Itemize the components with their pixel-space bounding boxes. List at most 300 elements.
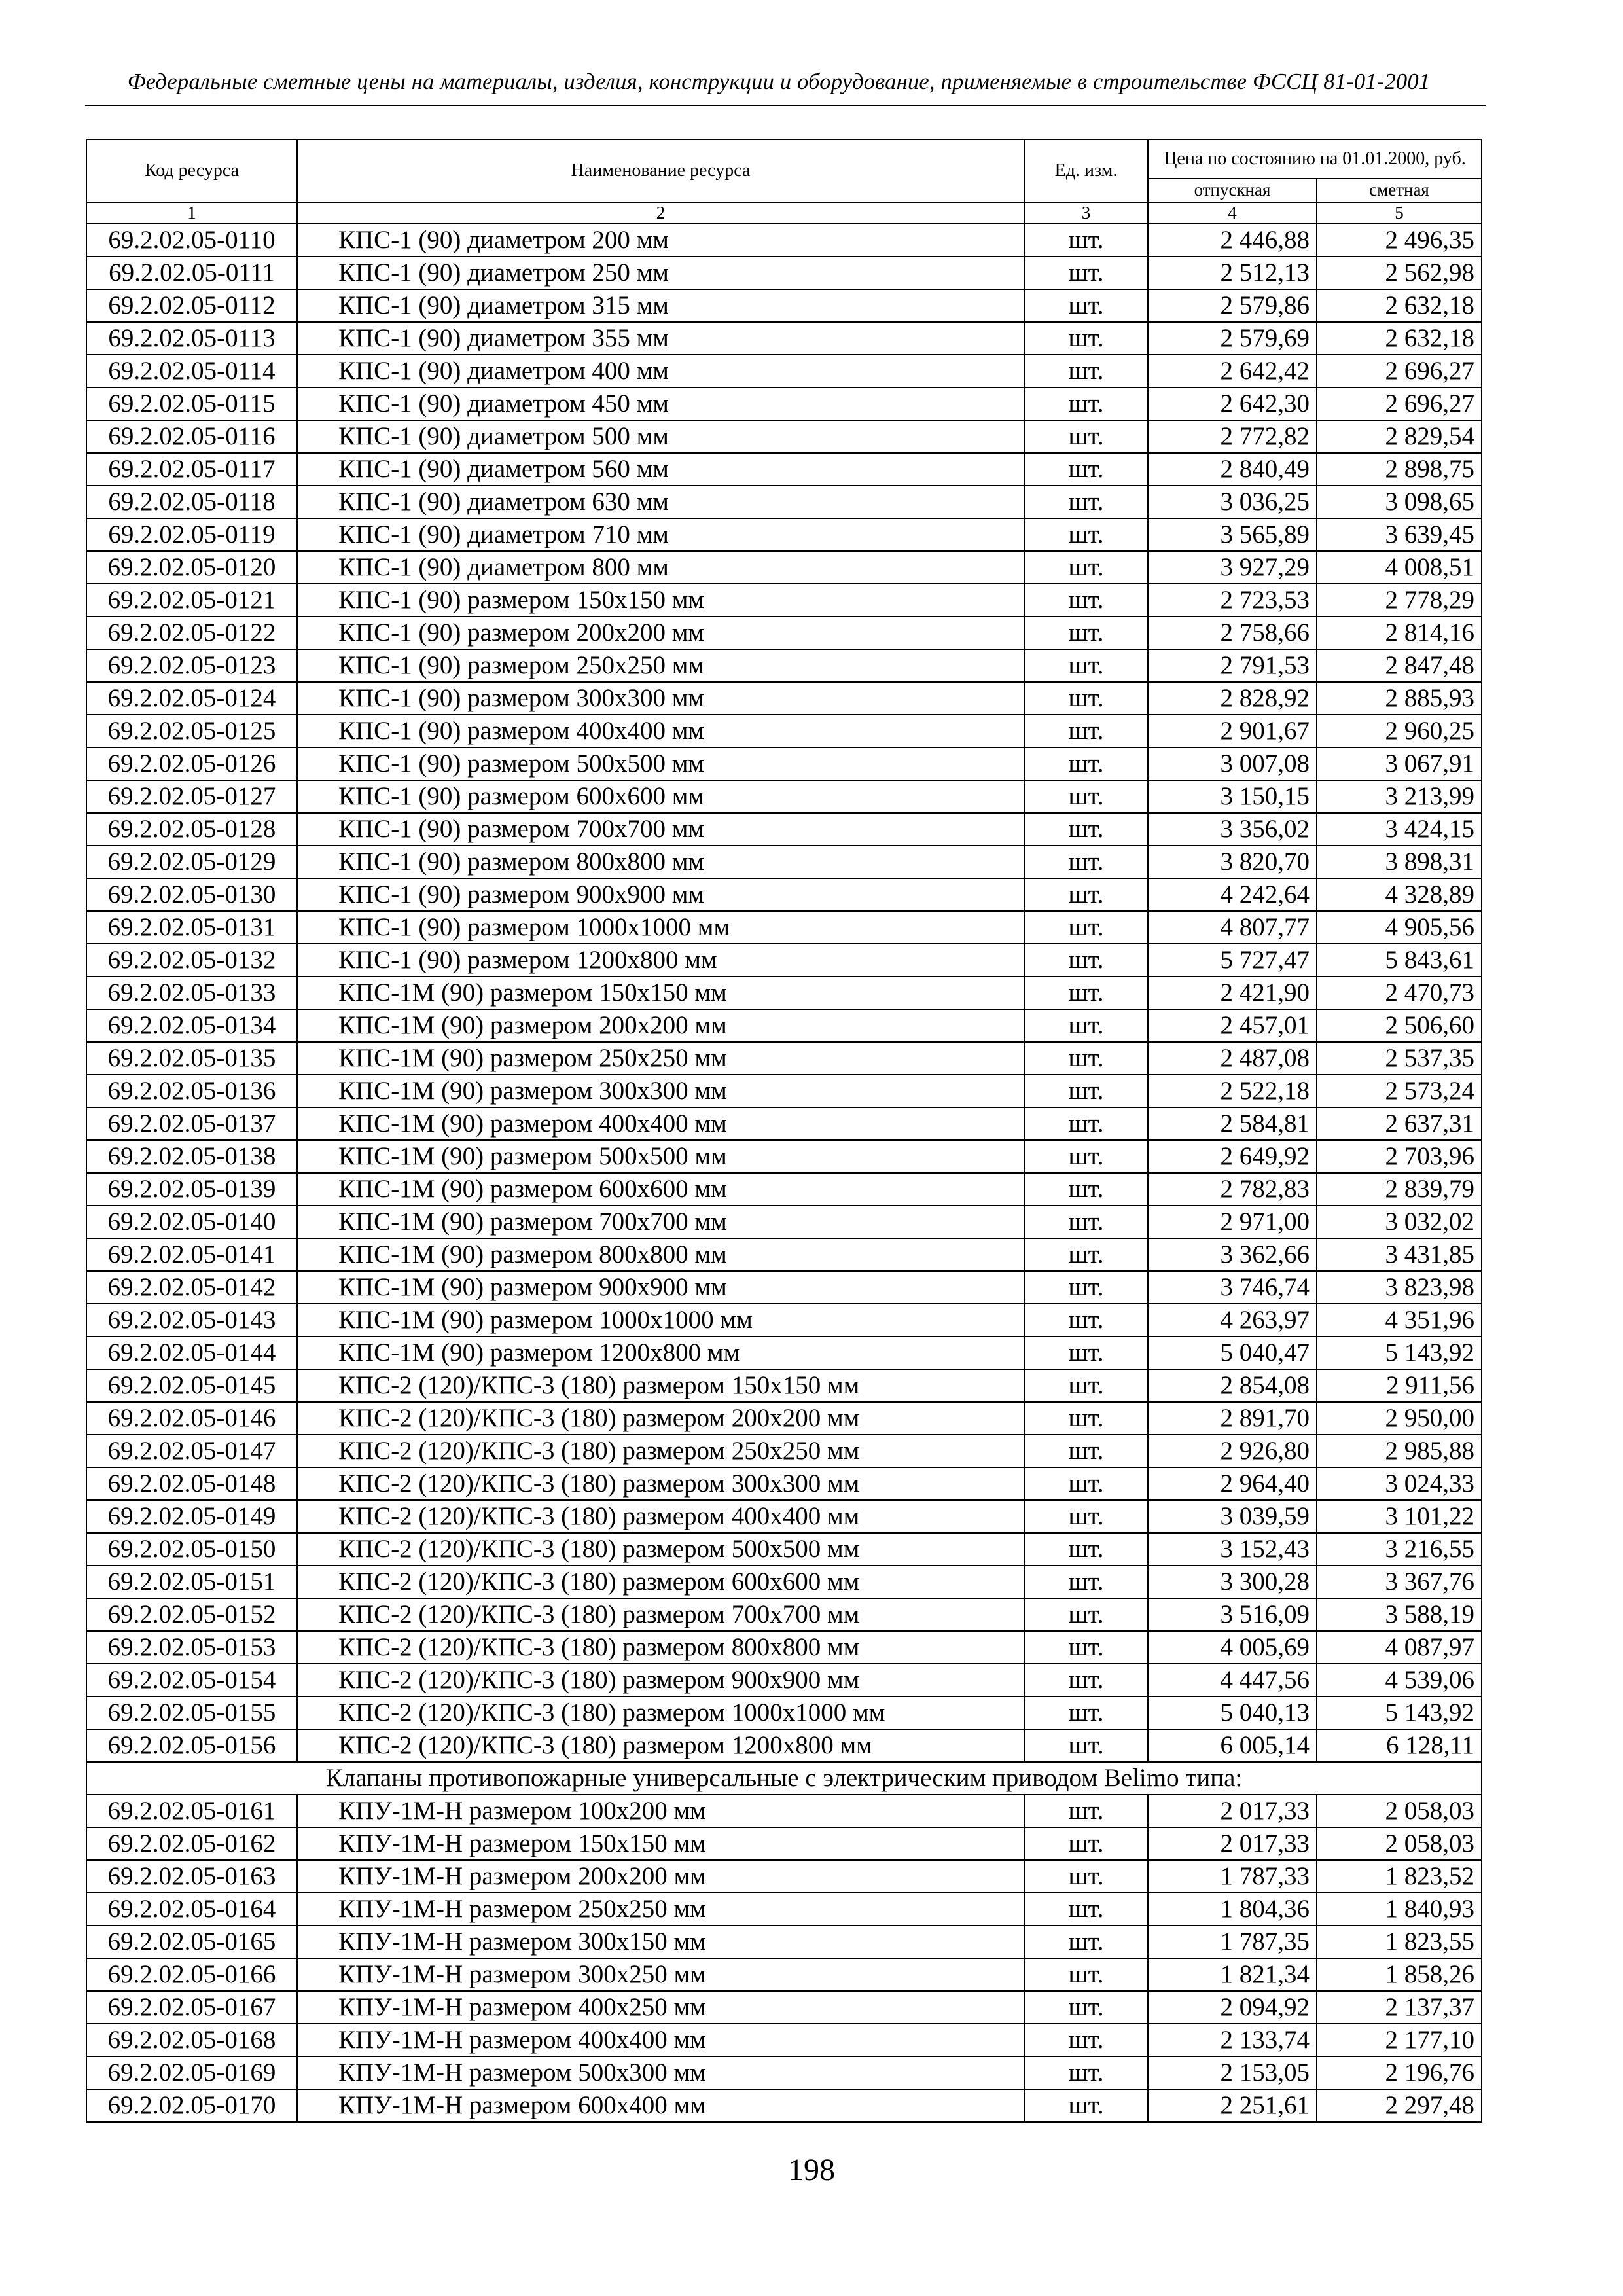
resource-code: 69.2.02.05-0126 — [86, 747, 297, 780]
resource-code: 69.2.02.05-0151 — [86, 1566, 297, 1598]
header-price-release: отпускная — [1148, 179, 1317, 202]
resource-code: 69.2.02.05-0150 — [86, 1533, 297, 1566]
header-rule — [85, 105, 1486, 106]
resource-name: КПС-1М (90) размером 1200x800 мм — [297, 1336, 1024, 1369]
resource-code: 69.2.02.05-0125 — [86, 715, 297, 747]
estimate-price: 2 814,16 — [1317, 617, 1482, 649]
release-price: 2 840,49 — [1148, 453, 1317, 486]
release-price: 4 447,56 — [1148, 1664, 1317, 1696]
estimate-price: 2 177,10 — [1317, 2024, 1482, 2056]
resource-name: КПС-2 (120)/КПС-3 (180) размером 1200x800 мм — [297, 1729, 1024, 1762]
release-price: 2 891,70 — [1148, 1402, 1317, 1435]
resource-name: КПС-1 (90) размером 800x800 мм — [297, 846, 1024, 878]
table-row — [86, 1140, 1482, 1173]
estimate-price: 2 911,56 — [1317, 1369, 1482, 1402]
estimate-price: 4 328,89 — [1317, 878, 1482, 911]
release-price: 5 040,47 — [1148, 1336, 1317, 1369]
table-row — [86, 453, 1482, 486]
resource-code: 69.2.02.05-0136 — [86, 1075, 297, 1107]
resource-name: КПС-1 (90) размером 150x150 мм — [297, 584, 1024, 617]
unit-of-measure: шт. — [1024, 486, 1148, 518]
estimate-price: 4 087,97 — [1317, 1631, 1482, 1664]
resource-code: 69.2.02.05-0169 — [86, 2056, 297, 2089]
resource-code: 69.2.02.05-0115 — [86, 387, 297, 420]
release-price: 3 516,09 — [1148, 1598, 1317, 1631]
table-row — [86, 977, 1482, 1009]
table-row — [86, 1827, 1482, 1860]
resource-code: 69.2.02.05-0168 — [86, 2024, 297, 2056]
unit-of-measure: шт. — [1024, 977, 1148, 1009]
resource-name: КПУ-1М-Н размером 600x400 мм — [297, 2089, 1024, 2122]
resource-code: 69.2.02.05-0146 — [86, 1402, 297, 1435]
resource-name: КПС-1 (90) диаметром 710 мм — [297, 518, 1024, 551]
table-row — [86, 1926, 1482, 1958]
release-price: 4 005,69 — [1148, 1631, 1317, 1664]
unit-of-measure: шт. — [1024, 617, 1148, 649]
resource-name: КПС-1 (90) размером 1200x800 мм — [297, 944, 1024, 977]
estimate-price: 2 696,27 — [1317, 387, 1482, 420]
resource-code: 69.2.02.05-0138 — [86, 1140, 297, 1173]
table-row — [86, 1598, 1482, 1631]
table-row — [86, 1795, 1482, 1827]
release-price: 2 522,18 — [1148, 1075, 1317, 1107]
unit-of-measure: шт. — [1024, 1369, 1148, 1402]
header-unit: Ед. изм. — [1024, 139, 1148, 202]
estimate-price: 3 588,19 — [1317, 1598, 1482, 1631]
resource-name: КПС-1 (90) размером 200x200 мм — [297, 617, 1024, 649]
resource-code: 69.2.02.05-0116 — [86, 420, 297, 453]
table-row — [86, 387, 1482, 420]
release-price: 2 579,69 — [1148, 322, 1317, 355]
unit-of-measure: шт. — [1024, 551, 1148, 584]
resource-name: КПС-1М (90) размером 800x800 мм — [297, 1238, 1024, 1271]
table-row — [86, 1860, 1482, 1893]
unit-of-measure: шт. — [1024, 2089, 1148, 2122]
release-price: 3 356,02 — [1148, 813, 1317, 846]
header-name: Наименование ресурса — [297, 139, 1024, 202]
release-price: 2 017,33 — [1148, 1795, 1317, 1827]
unit-of-measure: шт. — [1024, 780, 1148, 813]
resource-code: 69.2.02.05-0147 — [86, 1435, 297, 1467]
resource-name: КПС-1 (90) размером 400x400 мм — [297, 715, 1024, 747]
estimate-price: 3 067,91 — [1317, 747, 1482, 780]
resource-code: 69.2.02.05-0143 — [86, 1304, 297, 1336]
resource-code: 69.2.02.05-0120 — [86, 551, 297, 584]
release-price: 3 150,15 — [1148, 780, 1317, 813]
resource-name: КПС-2 (120)/КПС-3 (180) размером 250x250 мм — [297, 1435, 1024, 1467]
release-price: 2 828,92 — [1148, 682, 1317, 715]
table-row — [86, 486, 1482, 518]
resource-name: КПС-1 (90) размером 600x600 мм — [297, 780, 1024, 813]
resource-code: 69.2.02.05-0119 — [86, 518, 297, 551]
table-row — [86, 1402, 1482, 1435]
estimate-price: 4 008,51 — [1317, 551, 1482, 584]
release-price: 2 964,40 — [1148, 1467, 1317, 1500]
release-price: 3 565,89 — [1148, 518, 1317, 551]
table-row — [86, 682, 1482, 715]
estimate-price: 1 823,52 — [1317, 1860, 1482, 1893]
resource-name: КПС-1 (90) диаметром 800 мм — [297, 551, 1024, 584]
resource-code: 69.2.02.05-0128 — [86, 813, 297, 846]
resource-name: КПУ-1М-Н размером 300x250 мм — [297, 1958, 1024, 1991]
estimate-price: 2 703,96 — [1317, 1140, 1482, 1173]
resource-code: 69.2.02.05-0114 — [86, 355, 297, 387]
estimate-price: 3 098,65 — [1317, 486, 1482, 518]
estimate-price: 3 639,45 — [1317, 518, 1482, 551]
estimate-price: 1 858,26 — [1317, 1958, 1482, 1991]
resource-code: 69.2.02.05-0161 — [86, 1795, 297, 1827]
release-price: 2 971,00 — [1148, 1206, 1317, 1238]
resource-name: КПС-1М (90) размером 150x150 мм — [297, 977, 1024, 1009]
resource-name: КПС-1 (90) диаметром 200 мм — [297, 224, 1024, 257]
release-price: 2 758,66 — [1148, 617, 1317, 649]
estimate-price: 2 496,35 — [1317, 224, 1482, 257]
table-row — [86, 911, 1482, 944]
release-price: 2 926,80 — [1148, 1435, 1317, 1467]
unit-of-measure: шт. — [1024, 715, 1148, 747]
estimate-price: 4 351,96 — [1317, 1304, 1482, 1336]
resource-code: 69.2.02.05-0162 — [86, 1827, 297, 1860]
release-price: 3 300,28 — [1148, 1566, 1317, 1598]
estimate-price: 2 537,35 — [1317, 1042, 1482, 1075]
unit-of-measure: шт. — [1024, 322, 1148, 355]
release-price: 2 901,67 — [1148, 715, 1317, 747]
resource-code: 69.2.02.05-0131 — [86, 911, 297, 944]
resource-name: КПС-1М (90) размером 400x400 мм — [297, 1107, 1024, 1140]
release-price: 2 017,33 — [1148, 1827, 1317, 1860]
release-price: 2 642,42 — [1148, 355, 1317, 387]
resource-name: КПС-1 (90) размером 900x900 мм — [297, 878, 1024, 911]
estimate-price: 2 196,76 — [1317, 2056, 1482, 2089]
resource-name: КПС-2 (120)/КПС-3 (180) размером 800x800 мм — [297, 1631, 1024, 1664]
table-row — [86, 813, 1482, 846]
unit-of-measure: шт. — [1024, 1336, 1148, 1369]
table-row — [86, 1009, 1482, 1042]
table-row — [86, 322, 1482, 355]
resource-name: КПС-1М (90) размером 250x250 мм — [297, 1042, 1024, 1075]
resource-name: КПУ-1М-Н размером 400x250 мм — [297, 1991, 1024, 2024]
unit-of-measure: шт. — [1024, 1598, 1148, 1631]
header-code: Код ресурса — [86, 139, 297, 202]
release-price: 2 133,74 — [1148, 2024, 1317, 2056]
unit-of-measure: шт. — [1024, 387, 1148, 420]
estimate-price: 2 632,18 — [1317, 322, 1482, 355]
estimate-price: 2 847,48 — [1317, 649, 1482, 682]
estimate-price: 2 637,31 — [1317, 1107, 1482, 1140]
estimate-price: 2 470,73 — [1317, 977, 1482, 1009]
estimate-price: 2 058,03 — [1317, 1827, 1482, 1860]
unit-of-measure: шт. — [1024, 1500, 1148, 1533]
unit-of-measure: шт. — [1024, 1958, 1148, 1991]
table-row — [86, 1173, 1482, 1206]
release-price: 3 007,08 — [1148, 747, 1317, 780]
table-row — [86, 1435, 1482, 1467]
resource-name: КПС-1М (90) размером 900x900 мм — [297, 1271, 1024, 1304]
release-price: 4 807,77 — [1148, 911, 1317, 944]
resource-name: КПС-1 (90) диаметром 560 мм — [297, 453, 1024, 486]
resource-name: КПС-1М (90) размером 200x200 мм — [297, 1009, 1024, 1042]
resource-code: 69.2.02.05-0153 — [86, 1631, 297, 1664]
unit-of-measure: шт. — [1024, 1206, 1148, 1238]
resource-code: 69.2.02.05-0163 — [86, 1860, 297, 1893]
table-row — [86, 1467, 1482, 1500]
table-row — [86, 1696, 1482, 1729]
release-price: 2 579,86 — [1148, 289, 1317, 322]
estimate-price: 2 898,75 — [1317, 453, 1482, 486]
release-price: 2 782,83 — [1148, 1173, 1317, 1206]
resource-code: 69.2.02.05-0130 — [86, 878, 297, 911]
estimate-price: 2 985,88 — [1317, 1435, 1482, 1467]
estimate-price: 3 898,31 — [1317, 846, 1482, 878]
estimate-price: 3 424,15 — [1317, 813, 1482, 846]
resource-name: КПС-2 (120)/КПС-3 (180) размером 300x300 мм — [297, 1467, 1024, 1500]
resource-code: 69.2.02.05-0170 — [86, 2089, 297, 2122]
resource-name: КПС-2 (120)/КПС-3 (180) размером 150x150 мм — [297, 1369, 1024, 1402]
column-number: 1 — [86, 202, 297, 224]
resource-name: КПУ-1М-Н размером 400x400 мм — [297, 2024, 1024, 2056]
table-row — [86, 1729, 1482, 1762]
table-row — [86, 1369, 1482, 1402]
unit-of-measure: шт. — [1024, 289, 1148, 322]
resource-name: КПС-2 (120)/КПС-3 (180) размером 200x200 мм — [297, 1402, 1024, 1435]
table-row — [86, 2056, 1482, 2089]
table-row — [86, 2089, 1482, 2122]
estimate-price: 2 778,29 — [1317, 584, 1482, 617]
estimate-price: 2 573,24 — [1317, 1075, 1482, 1107]
header-price-estimate: сметная — [1317, 179, 1482, 202]
resource-name: КПС-1М (90) размером 500x500 мм — [297, 1140, 1024, 1173]
unit-of-measure: шт. — [1024, 878, 1148, 911]
column-number: 4 — [1148, 202, 1317, 224]
estimate-price: 2 829,54 — [1317, 420, 1482, 453]
resource-code: 69.2.02.05-0140 — [86, 1206, 297, 1238]
unit-of-measure: шт. — [1024, 1729, 1148, 1762]
release-price: 1 821,34 — [1148, 1958, 1317, 1991]
estimate-price: 5 143,92 — [1317, 1696, 1482, 1729]
estimate-price: 1 840,93 — [1317, 1893, 1482, 1926]
estimate-price: 2 297,48 — [1317, 2089, 1482, 2122]
estimate-price: 2 562,98 — [1317, 257, 1482, 289]
resource-code: 69.2.02.05-0124 — [86, 682, 297, 715]
resource-name: КПУ-1М-Н размером 300x150 мм — [297, 1926, 1024, 1958]
estimate-price: 3 101,22 — [1317, 1500, 1482, 1533]
unit-of-measure: шт. — [1024, 1533, 1148, 1566]
release-price: 3 152,43 — [1148, 1533, 1317, 1566]
table-row — [86, 878, 1482, 911]
resource-code: 69.2.02.05-0142 — [86, 1271, 297, 1304]
unit-of-measure: шт. — [1024, 1566, 1148, 1598]
column-number: 5 — [1317, 202, 1482, 224]
resource-name: КПС-1М (90) размером 1000x1000 мм — [297, 1304, 1024, 1336]
resource-name: КПС-1 (90) размером 500x500 мм — [297, 747, 1024, 780]
unit-of-measure: шт. — [1024, 584, 1148, 617]
resource-code: 69.2.02.05-0132 — [86, 944, 297, 977]
release-price: 2 512,13 — [1148, 257, 1317, 289]
table-row — [86, 1075, 1482, 1107]
table-row — [86, 1566, 1482, 1598]
unit-of-measure: шт. — [1024, 257, 1148, 289]
release-price: 3 362,66 — [1148, 1238, 1317, 1271]
resource-code: 69.2.02.05-0154 — [86, 1664, 297, 1696]
estimate-price: 2 137,37 — [1317, 1991, 1482, 2024]
table-row — [86, 355, 1482, 387]
estimate-price: 5 143,92 — [1317, 1336, 1482, 1369]
resource-code: 69.2.02.05-0122 — [86, 617, 297, 649]
estimate-price: 3 024,33 — [1317, 1467, 1482, 1500]
unit-of-measure: шт. — [1024, 1664, 1148, 1696]
estimate-price: 2 885,93 — [1317, 682, 1482, 715]
resource-code: 69.2.02.05-0155 — [86, 1696, 297, 1729]
resource-code: 69.2.02.05-0129 — [86, 846, 297, 878]
resource-name: КПС-1М (90) размером 600x600 мм — [297, 1173, 1024, 1206]
resource-code: 69.2.02.05-0152 — [86, 1598, 297, 1631]
release-price: 3 927,29 — [1148, 551, 1317, 584]
resource-name: КПС-2 (120)/КПС-3 (180) размером 500x500 мм — [297, 1533, 1024, 1566]
unit-of-measure: шт. — [1024, 2024, 1148, 2056]
unit-of-measure: шт. — [1024, 1402, 1148, 1435]
resource-name: КПУ-1М-Н размером 100x200 мм — [297, 1795, 1024, 1827]
table-row — [86, 715, 1482, 747]
resource-code: 69.2.02.05-0133 — [86, 977, 297, 1009]
unit-of-measure: шт. — [1024, 1238, 1148, 1271]
estimate-price: 3 431,85 — [1317, 1238, 1482, 1271]
estimate-price: 2 632,18 — [1317, 289, 1482, 322]
section-title: Клапаны противопожарные универсальные с электрическим приводом Belimo типа: — [86, 1762, 1482, 1795]
price-table — [86, 139, 1482, 2123]
resource-name: КПС-2 (120)/КПС-3 (180) размером 900x900 мм — [297, 1664, 1024, 1696]
unit-of-measure: шт. — [1024, 747, 1148, 780]
table-body — [86, 224, 1482, 2122]
unit-of-measure: шт. — [1024, 1009, 1148, 1042]
unit-of-measure: шт. — [1024, 1696, 1148, 1729]
table-row — [86, 1238, 1482, 1271]
resource-name: КПС-1 (90) диаметром 450 мм — [297, 387, 1024, 420]
estimate-price: 6 128,11 — [1317, 1729, 1482, 1762]
table-row — [86, 289, 1482, 322]
table-row — [86, 224, 1482, 257]
release-price: 3 036,25 — [1148, 486, 1317, 518]
resource-code: 69.2.02.05-0139 — [86, 1173, 297, 1206]
resource-code: 69.2.02.05-0117 — [86, 453, 297, 486]
unit-of-measure: шт. — [1024, 420, 1148, 453]
resource-code: 69.2.02.05-0123 — [86, 649, 297, 682]
unit-of-measure: шт. — [1024, 846, 1148, 878]
estimate-price: 3 213,99 — [1317, 780, 1482, 813]
release-price: 2 772,82 — [1148, 420, 1317, 453]
unit-of-measure: шт. — [1024, 1631, 1148, 1664]
resource-name: КПС-1М (90) размером 300x300 мм — [297, 1075, 1024, 1107]
unit-of-measure: шт. — [1024, 1271, 1148, 1304]
unit-of-measure: шт. — [1024, 682, 1148, 715]
resource-name: КПС-2 (120)/КПС-3 (180) размером 400x400 мм — [297, 1500, 1024, 1533]
table-row — [86, 1991, 1482, 2024]
table-row — [86, 1631, 1482, 1664]
resource-code: 69.2.02.05-0166 — [86, 1958, 297, 1991]
unit-of-measure: шт. — [1024, 224, 1148, 257]
release-price: 2 457,01 — [1148, 1009, 1317, 1042]
resource-code: 69.2.02.05-0141 — [86, 1238, 297, 1271]
table-row — [86, 1042, 1482, 1075]
resource-name: КПС-1 (90) размером 1000x1000 мм — [297, 911, 1024, 944]
release-price: 6 005,14 — [1148, 1729, 1317, 1762]
resource-name: КПС-1 (90) размером 250x250 мм — [297, 649, 1024, 682]
section-row — [86, 1762, 1482, 1795]
estimate-price: 2 960,25 — [1317, 715, 1482, 747]
resource-name: КПС-1 (90) диаметром 400 мм — [297, 355, 1024, 387]
resource-name: КПС-1 (90) диаметром 500 мм — [297, 420, 1024, 453]
unit-of-measure: шт. — [1024, 1893, 1148, 1926]
table-row — [86, 1206, 1482, 1238]
column-number: 2 — [297, 202, 1024, 224]
estimate-price: 3 032,02 — [1317, 1206, 1482, 1238]
estimate-price: 2 839,79 — [1317, 1173, 1482, 1206]
release-price: 2 487,08 — [1148, 1042, 1317, 1075]
table-row — [86, 617, 1482, 649]
table-row — [86, 1107, 1482, 1140]
estimate-price: 3 367,76 — [1317, 1566, 1482, 1598]
release-price: 2 649,92 — [1148, 1140, 1317, 1173]
resource-name: КПС-1 (90) размером 300x300 мм — [297, 682, 1024, 715]
unit-of-measure: шт. — [1024, 1435, 1148, 1467]
release-price: 2 421,90 — [1148, 977, 1317, 1009]
header-price-group: Цена по состоянию на 01.01.2000, руб. — [1148, 139, 1482, 179]
estimate-price: 2 696,27 — [1317, 355, 1482, 387]
column-number-row — [86, 202, 1482, 224]
resource-code: 69.2.02.05-0111 — [86, 257, 297, 289]
estimate-price: 3 216,55 — [1317, 1533, 1482, 1566]
table-row — [86, 1336, 1482, 1369]
table-row — [86, 1500, 1482, 1533]
release-price: 2 446,88 — [1148, 224, 1317, 257]
unit-of-measure: шт. — [1024, 1467, 1148, 1500]
unit-of-measure: шт. — [1024, 1991, 1148, 2024]
unit-of-measure: шт. — [1024, 1107, 1148, 1140]
release-price: 1 787,33 — [1148, 1860, 1317, 1893]
unit-of-measure: шт. — [1024, 1827, 1148, 1860]
resource-name: КПС-2 (120)/КПС-3 (180) размером 700x700 мм — [297, 1598, 1024, 1631]
resource-code: 69.2.02.05-0167 — [86, 1991, 297, 2024]
resource-name: КПУ-1М-Н размером 250x250 мм — [297, 1893, 1024, 1926]
unit-of-measure: шт. — [1024, 1304, 1148, 1336]
release-price: 2 791,53 — [1148, 649, 1317, 682]
table-row — [86, 420, 1482, 453]
resource-code: 69.2.02.05-0156 — [86, 1729, 297, 1762]
unit-of-measure: шт. — [1024, 911, 1148, 944]
unit-of-measure: шт. — [1024, 1173, 1148, 1206]
table-row — [86, 747, 1482, 780]
release-price: 3 039,59 — [1148, 1500, 1317, 1533]
resource-code: 69.2.02.05-0127 — [86, 780, 297, 813]
table-row — [86, 1533, 1482, 1566]
resource-name: КПС-1 (90) диаметром 355 мм — [297, 322, 1024, 355]
estimate-price: 2 058,03 — [1317, 1795, 1482, 1827]
resource-code: 69.2.02.05-0134 — [86, 1009, 297, 1042]
table-row — [86, 551, 1482, 584]
resource-code: 69.2.02.05-0148 — [86, 1467, 297, 1500]
resource-code: 69.2.02.05-0149 — [86, 1500, 297, 1533]
unit-of-measure: шт. — [1024, 518, 1148, 551]
resource-code: 69.2.02.05-0165 — [86, 1926, 297, 1958]
table-row — [86, 584, 1482, 617]
estimate-price: 4 905,56 — [1317, 911, 1482, 944]
table-row — [86, 2024, 1482, 2056]
release-price: 1 804,36 — [1148, 1893, 1317, 1926]
estimate-price: 2 506,60 — [1317, 1009, 1482, 1042]
release-price: 2 584,81 — [1148, 1107, 1317, 1140]
resource-code: 69.2.02.05-0110 — [86, 224, 297, 257]
resource-name: КПУ-1М-Н размером 200x200 мм — [297, 1860, 1024, 1893]
table-row — [86, 1271, 1482, 1304]
